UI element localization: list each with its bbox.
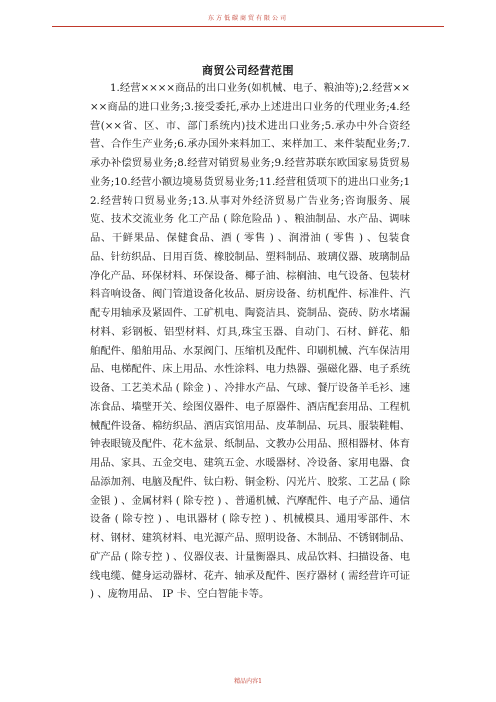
header-company-name: 东方低碳商贸有限公司 [207, 15, 288, 22]
document-body-paragraph: 1.经营××××商品的出口业务(如机械、电子、粮油等);2.经营××××商品的进口业务;3.接受委托,承办上述进出口业务的代理业务;4.经营(××省、区、市、部门系统内)技术进出口业务;5.承办中外合资经营、合作生产业务;6.承办国外来料加工、来样加工、来件装配业务;7.承办补偿贸易业务;8.经营对销贸易业务;9.经营苏联东欧国家易货贸易业务;10.经营小额边境易货贸易业务;11.经营租赁项下的进出口业务;12.经营转口贸易业务;13.从事对外经济贸易广告业务;咨询服务、展览、技术交流业务 化工产品 ( 除危险品 ) 、粮油制品、水产品、调味品、干鲜果品、保健食品、酒 ( 零售 ) 、润滑油 ( 零售 ) 、包装食品、针纺织品、日用百货、橡胶制品、塑料制品、玻璃仪器、玻璃制品净化产品、环保材料、环保设备、椰子油、棕榈油、电气设备、包装材料音响设备、阀门管道设备化妆品、厨房设备、纺机配件、标准件、汽配专用轴承及紧固件、工矿机电、陶瓷洁具、瓷制品、瓷砖、防水堵漏材料、彩钢板、铝型材料、灯具,珠宝玉器、自动门、石材、鲜花、船舶配件、船舶用品、水泵阀门、压缩机及配件、印刷机械、汽车保洁用品、电梯配件、床上用品、水性涂料、电力热器、强磁化器、电子系统设备、工艺美术品 ( 除金 ) 、冷排水产品、气球、餐厅设备羊毛衫、速冻食品、墙壁开关、绘图仪器件、电子原器件、酒店配套用品、工程机械配件设备、棉纺织品、酒店宾馆用品、皮革制品、玩具、服装鞋帽、钟表眼镜及配件、花木盆景、纸制品、文教办公用品、照相器材、体育用品、家具、五金交电、建筑五金、水暖器材、冷设备、家用电器、食品添加剂、电脑及配件、钛白粉、铜金粉、闪光片、胶浆、工艺品 ( 除金银 ) 、金属材料 ( 除专控 ) 、普通机械、汽摩配件、电子产品、通信设备 ( 除专控 ) 、电讯器材 ( 除专控 ) 、机械模具、通用零部件、木材、钢材、建筑材料、电光源产品、照明设备、木制品、不锈钢制品、矿产品 ( 除专控 ) 、仪器仪表、计量衡器具、成品饮料、扫描设备、电线电缆、健身运动器材、花卉、轴承及配件、医疗器材 ( 需经营许可证 ) 、庞物用品、 IP 卡、空白智能卡等。 [90, 82, 411, 601]
document-title: 商贸公司经营范围 [202, 64, 294, 77]
header-divider [52, 26, 444, 27]
footer-page-label: 精品内容1 [234, 678, 262, 685]
